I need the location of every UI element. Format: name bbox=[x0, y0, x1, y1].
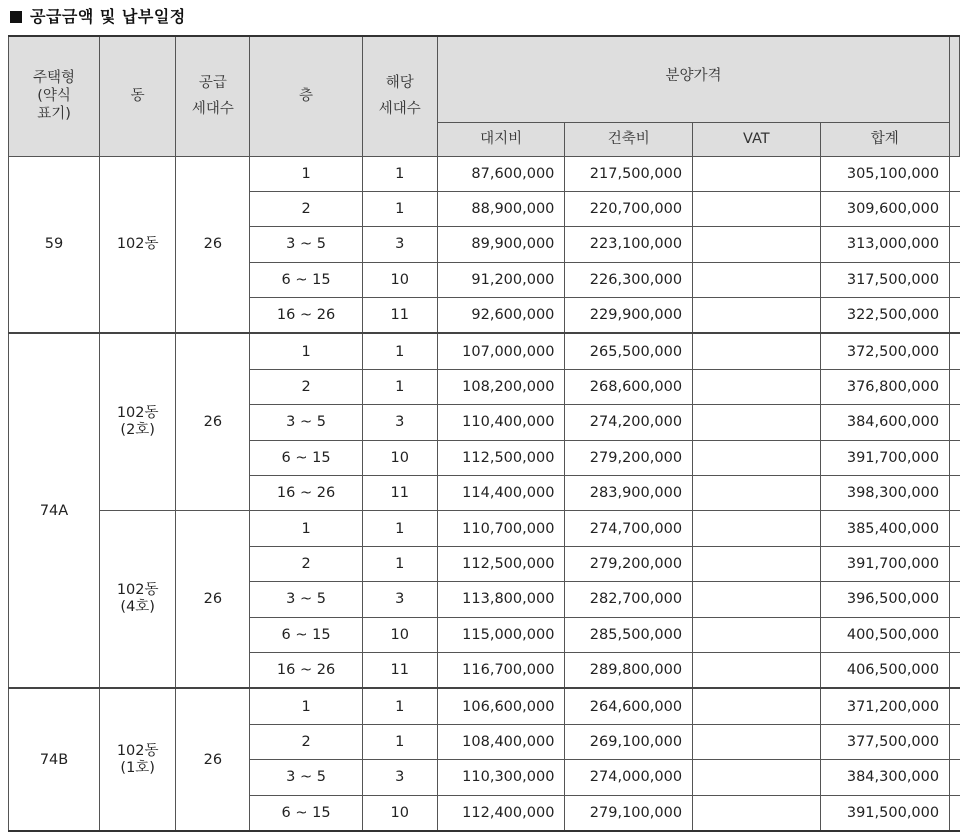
floor-units-cell: 10 bbox=[362, 795, 437, 831]
floor-cell: 1 bbox=[250, 156, 362, 191]
vat-cell bbox=[693, 511, 820, 546]
land-price-cell: 116,700,000 bbox=[437, 652, 565, 688]
building-price-cell: 289,800,000 bbox=[565, 652, 693, 688]
total-price-cell: 372,500,000 bbox=[820, 333, 950, 369]
floor-cell: 3 ~ 5 bbox=[250, 227, 362, 262]
floor-units-cell: 11 bbox=[362, 652, 437, 688]
dong-cell: 102동 (2호) bbox=[100, 333, 176, 510]
land-price-cell: 88,900,000 bbox=[437, 191, 565, 226]
header-vat: VAT bbox=[693, 122, 820, 156]
edge-cell bbox=[950, 369, 960, 404]
land-price-cell: 112,500,000 bbox=[437, 440, 565, 475]
edge-cell bbox=[950, 191, 960, 226]
land-price-cell: 113,800,000 bbox=[437, 582, 565, 617]
total-price-cell: 322,500,000 bbox=[820, 298, 950, 334]
floor-units-cell: 11 bbox=[362, 298, 437, 334]
table-row bbox=[9, 156, 960, 191]
floor-cell: 2 bbox=[250, 724, 362, 759]
floor-cell: 16 ~ 26 bbox=[250, 298, 362, 334]
edge-cell bbox=[950, 582, 960, 617]
floor-cell: 2 bbox=[250, 191, 362, 226]
floor-cell: 6 ~ 15 bbox=[250, 262, 362, 297]
floor-units-cell: 1 bbox=[362, 724, 437, 759]
floor-cell: 2 bbox=[250, 369, 362, 404]
vat-cell bbox=[693, 156, 820, 191]
total-price-cell: 400,500,000 bbox=[820, 617, 950, 652]
table-header bbox=[9, 36, 960, 156]
land-price-cell: 112,400,000 bbox=[437, 795, 565, 831]
edge-cell bbox=[950, 440, 960, 475]
header-edge bbox=[950, 36, 960, 156]
total-price-cell: 305,100,000 bbox=[820, 156, 950, 191]
total-price-cell: 376,800,000 bbox=[820, 369, 950, 404]
edge-cell bbox=[950, 511, 960, 546]
building-price-cell: 223,100,000 bbox=[565, 227, 693, 262]
total-price-cell: 406,500,000 bbox=[820, 652, 950, 688]
floor-units-cell: 10 bbox=[362, 617, 437, 652]
floor-units-cell: 1 bbox=[362, 333, 437, 369]
building-price-cell: 274,200,000 bbox=[565, 405, 693, 440]
vat-cell bbox=[693, 688, 820, 724]
header-house-type: 주택형 (약식 표기) bbox=[9, 36, 100, 156]
building-price-cell: 279,200,000 bbox=[565, 440, 693, 475]
vat-cell bbox=[693, 405, 820, 440]
total-price-cell: 396,500,000 bbox=[820, 582, 950, 617]
floor-cell: 1 bbox=[250, 511, 362, 546]
edge-cell bbox=[950, 476, 960, 511]
square-bullet-icon bbox=[10, 11, 22, 23]
vat-cell bbox=[693, 227, 820, 262]
land-price-cell: 108,400,000 bbox=[437, 724, 565, 759]
building-price-cell: 220,700,000 bbox=[565, 191, 693, 226]
vat-cell bbox=[693, 369, 820, 404]
total-price-cell: 377,500,000 bbox=[820, 724, 950, 759]
vat-cell bbox=[693, 440, 820, 475]
table-row bbox=[9, 688, 960, 724]
edge-cell bbox=[950, 405, 960, 440]
edge-cell bbox=[950, 617, 960, 652]
building-price-cell: 269,100,000 bbox=[565, 724, 693, 759]
total-price-cell: 313,000,000 bbox=[820, 227, 950, 262]
house-type-cell: 74A bbox=[9, 333, 100, 688]
vat-cell bbox=[693, 652, 820, 688]
total-price-cell: 384,300,000 bbox=[820, 760, 950, 795]
land-price-cell: 114,400,000 bbox=[437, 476, 565, 511]
floor-units-cell: 1 bbox=[362, 156, 437, 191]
supply-units-cell: 26 bbox=[176, 156, 250, 333]
floor-cell: 6 ~ 15 bbox=[250, 440, 362, 475]
total-price-cell: 384,600,000 bbox=[820, 405, 950, 440]
floor-cell: 6 ~ 15 bbox=[250, 795, 362, 831]
floor-units-cell: 3 bbox=[362, 405, 437, 440]
floor-units-cell: 1 bbox=[362, 511, 437, 546]
building-price-cell: 279,100,000 bbox=[565, 795, 693, 831]
vat-cell bbox=[693, 191, 820, 226]
land-price-cell: 89,900,000 bbox=[437, 227, 565, 262]
floor-cell: 3 ~ 5 bbox=[250, 582, 362, 617]
table-row bbox=[9, 511, 960, 546]
building-price-cell: 268,600,000 bbox=[565, 369, 693, 404]
land-price-cell: 87,600,000 bbox=[437, 156, 565, 191]
land-price-cell: 115,000,000 bbox=[437, 617, 565, 652]
header-supply-units: 공급 세대수 bbox=[176, 36, 250, 156]
edge-cell bbox=[950, 688, 960, 724]
floor-units-cell: 3 bbox=[362, 760, 437, 795]
supply-units-cell: 26 bbox=[176, 333, 250, 510]
header-price: 분양가격 bbox=[437, 36, 949, 122]
dong-cell: 102동 bbox=[100, 156, 176, 333]
floor-cell: 2 bbox=[250, 546, 362, 581]
vat-cell bbox=[693, 760, 820, 795]
land-price-cell: 108,200,000 bbox=[437, 369, 565, 404]
building-price-cell: 279,200,000 bbox=[565, 546, 693, 581]
edge-cell bbox=[950, 760, 960, 795]
floor-cell: 3 ~ 5 bbox=[250, 405, 362, 440]
vat-cell bbox=[693, 262, 820, 297]
house-type-cell: 59 bbox=[9, 156, 100, 333]
land-price-cell: 106,600,000 bbox=[437, 688, 565, 724]
building-price-cell: 264,600,000 bbox=[565, 688, 693, 724]
edge-cell bbox=[950, 333, 960, 369]
building-price-cell: 226,300,000 bbox=[565, 262, 693, 297]
building-price-cell: 229,900,000 bbox=[565, 298, 693, 334]
floor-cell: 1 bbox=[250, 688, 362, 724]
header-floor: 층 bbox=[250, 36, 362, 156]
header-land: 대지비 bbox=[437, 122, 565, 156]
vat-cell bbox=[693, 795, 820, 831]
floor-cell: 16 ~ 26 bbox=[250, 476, 362, 511]
land-price-cell: 107,000,000 bbox=[437, 333, 565, 369]
building-price-cell: 285,500,000 bbox=[565, 617, 693, 652]
edge-cell bbox=[950, 262, 960, 297]
vat-cell bbox=[693, 546, 820, 581]
land-price-cell: 112,500,000 bbox=[437, 546, 565, 581]
building-price-cell: 274,000,000 bbox=[565, 760, 693, 795]
edge-cell bbox=[950, 298, 960, 334]
land-price-cell: 91,200,000 bbox=[437, 262, 565, 297]
dong-cell: 102동 (1호) bbox=[100, 688, 176, 831]
floor-units-cell: 11 bbox=[362, 476, 437, 511]
total-price-cell: 391,700,000 bbox=[820, 546, 950, 581]
section-title bbox=[10, 4, 186, 27]
total-price-cell: 317,500,000 bbox=[820, 262, 950, 297]
floor-units-cell: 10 bbox=[362, 440, 437, 475]
total-price-cell: 398,300,000 bbox=[820, 476, 950, 511]
floor-units-cell: 3 bbox=[362, 582, 437, 617]
floor-cell: 16 ~ 26 bbox=[250, 652, 362, 688]
vat-cell bbox=[693, 476, 820, 511]
land-price-cell: 92,600,000 bbox=[437, 298, 565, 334]
header-floor-units: 해당 세대수 bbox=[362, 36, 437, 156]
edge-cell bbox=[950, 795, 960, 831]
land-price-cell: 110,400,000 bbox=[437, 405, 565, 440]
floor-units-cell: 3 bbox=[362, 227, 437, 262]
floor-cell: 3 ~ 5 bbox=[250, 760, 362, 795]
floor-units-cell: 1 bbox=[362, 191, 437, 226]
floor-units-cell: 1 bbox=[362, 369, 437, 404]
edge-cell bbox=[950, 546, 960, 581]
floor-units-cell: 10 bbox=[362, 262, 437, 297]
building-price-cell: 283,900,000 bbox=[565, 476, 693, 511]
house-type-cell: 74B bbox=[9, 688, 100, 831]
building-price-cell: 274,700,000 bbox=[565, 511, 693, 546]
edge-cell bbox=[950, 227, 960, 262]
header-dong: 동 bbox=[100, 36, 176, 156]
dong-cell: 102동 (4호) bbox=[100, 511, 176, 688]
vat-cell bbox=[693, 724, 820, 759]
building-price-cell: 282,700,000 bbox=[565, 582, 693, 617]
total-price-cell: 391,700,000 bbox=[820, 440, 950, 475]
total-price-cell: 309,600,000 bbox=[820, 191, 950, 226]
price-table bbox=[8, 35, 960, 832]
section-title-text: 공급금액 및 납부일정 bbox=[30, 7, 186, 26]
table-body bbox=[9, 156, 960, 831]
vat-cell bbox=[693, 582, 820, 617]
supply-units-cell: 26 bbox=[176, 688, 250, 831]
floor-cell: 1 bbox=[250, 333, 362, 369]
total-price-cell: 391,500,000 bbox=[820, 795, 950, 831]
table-row bbox=[9, 333, 960, 369]
edge-cell bbox=[950, 724, 960, 759]
total-price-cell: 385,400,000 bbox=[820, 511, 950, 546]
building-price-cell: 265,500,000 bbox=[565, 333, 693, 369]
vat-cell bbox=[693, 617, 820, 652]
vat-cell bbox=[693, 298, 820, 334]
total-price-cell: 371,200,000 bbox=[820, 688, 950, 724]
vat-cell bbox=[693, 333, 820, 369]
edge-cell bbox=[950, 652, 960, 688]
floor-cell: 6 ~ 15 bbox=[250, 617, 362, 652]
floor-units-cell: 1 bbox=[362, 546, 437, 581]
building-price-cell: 217,500,000 bbox=[565, 156, 693, 191]
land-price-cell: 110,700,000 bbox=[437, 511, 565, 546]
supply-units-cell: 26 bbox=[176, 511, 250, 688]
edge-cell bbox=[950, 156, 960, 191]
floor-units-cell: 1 bbox=[362, 688, 437, 724]
header-building: 건축비 bbox=[565, 122, 693, 156]
land-price-cell: 110,300,000 bbox=[437, 760, 565, 795]
header-total: 합계 bbox=[820, 122, 950, 156]
